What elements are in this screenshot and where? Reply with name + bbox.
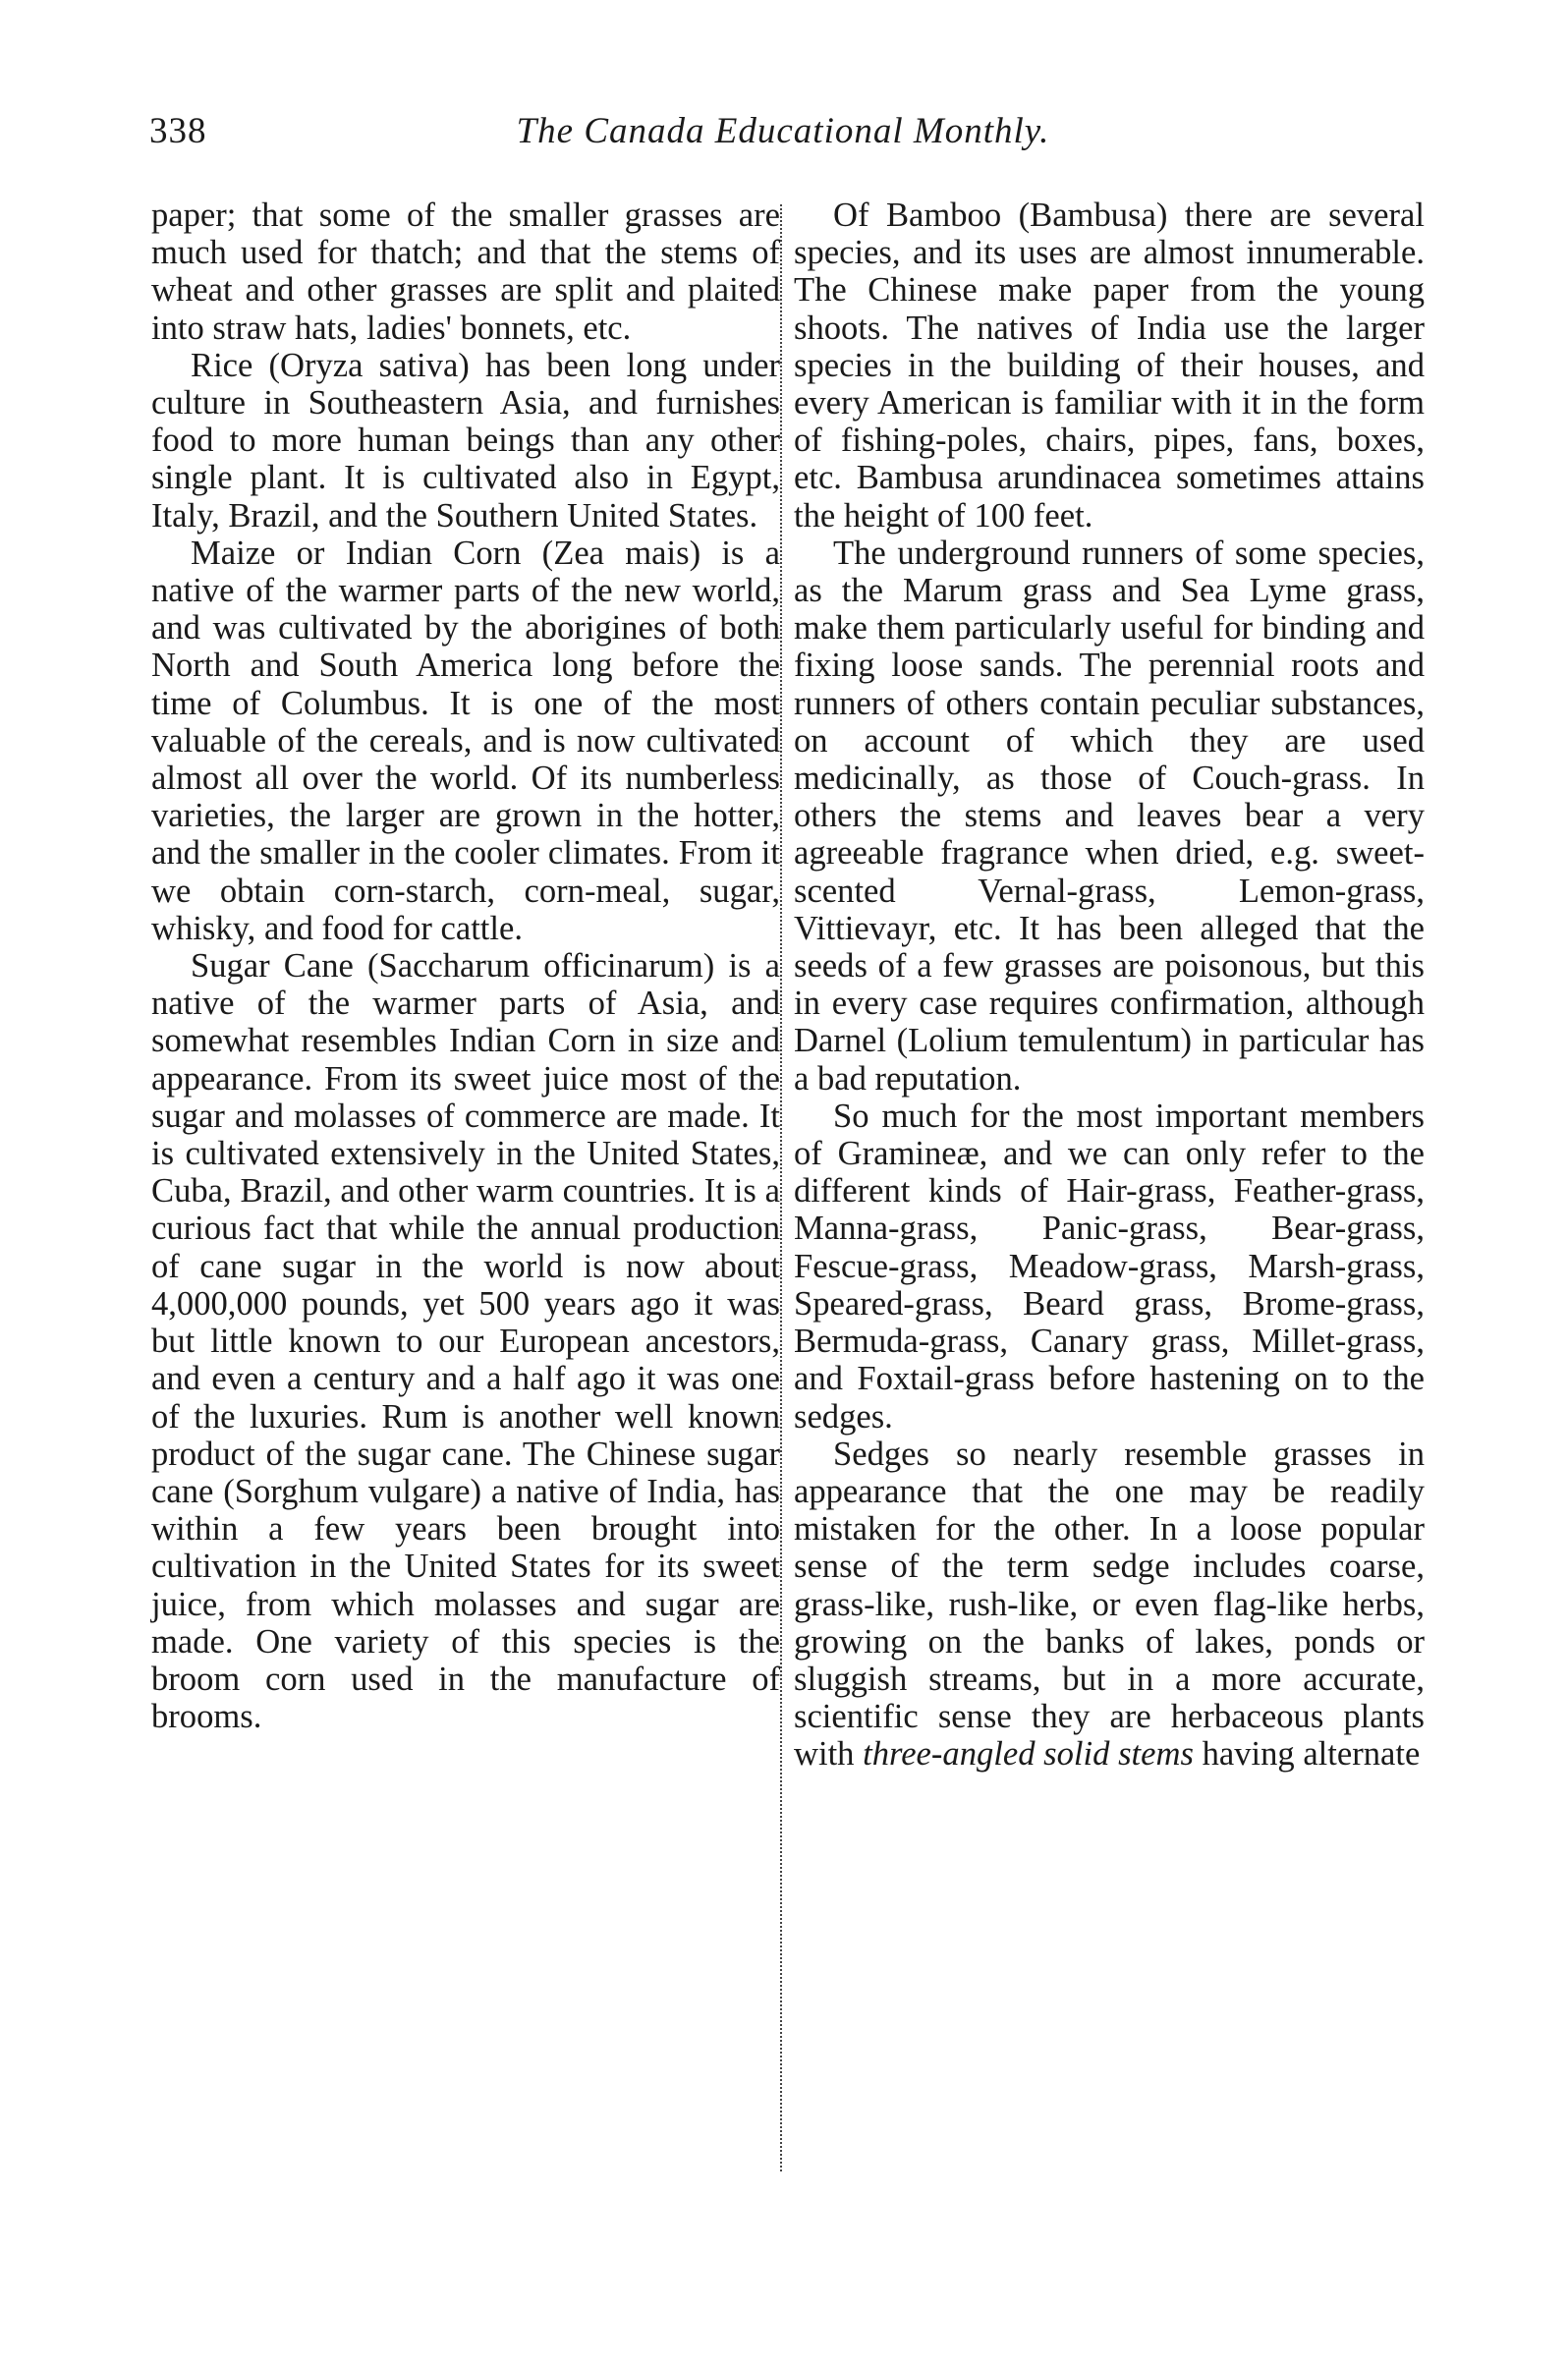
paragraph: So much for the most important members of Gramineæ, and we can only refer to the different kinds of Hair-grass, Feather-grass, Manna-grass, Panic-grass, Bear-grass, Fescue-grass, Meadow-grass, Marsh-grass, Speared-grass, Beard grass, Brome-grass, Bermuda-grass, Canary grass, Millet-grass, and Foxtail-grass before hastening on to the sedges. [794, 1097, 1425, 1436]
running-title: The Canada Educational Monthly. [516, 111, 1050, 151]
paragraph: Sugar Cane (Saccharum officinarum) is a native of the warmer parts of Asia, and somewhat resembles Indian Corn in size and appearance. From its sweet juice most of the sugar and molasses of commerce are made. It is cultivated extensively in the United States, Cuba, Brazil, and other warm countries. It is a curious fact that while the annual production of cane sugar in the world is now about 4,000,000 pounds, yet 500 years ago it was but little known to our European ancestors, and even a century and a half ago it was one of the luxuries. Rum is another well known product of the sugar cane. The Chinese sugar cane (Sorghum vulgare) a native of India, has within a few years been brought into cultivation in the United States for its sweet juice, from which molasses and sugar are made. One variety of this species is the broom corn used in the manufacture of brooms. [151, 947, 780, 1736]
paragraph: Of Bamboo (Bambusa) there are several species, and its uses are almost innumerable. The Chinese make paper from the young shoots. The natives of India use the larger species in the building of their houses, and every American is familiar with it in the form of fishing-poles, chairs, pipes, fans, boxes, etc. Bambusa arundinacea sometimes attains the height of 100 feet. [794, 197, 1425, 535]
left-column [151, 197, 780, 1735]
right-column [794, 197, 1425, 1774]
paragraph: The underground runners of some species, as the Marum grass and Sea Lyme grass, make them particularly useful for binding and fixing loose sands. The perennial roots and runners of others contain peculiar substances, on account of which they are used medicinally, as those of Couch-grass. In others the stems and leaves bear a very agreeable fragrance when dried, e.g. sweet-scented Vernal-grass, Lemon-grass, Vittievayr, etc. It has been alleged that the seeds of a few grasses are poisonous, but this in every case requires confirmation, although Darnel (Lolium temulentum) in particular has a bad reputation. [794, 534, 1425, 1098]
paragraph: Rice (Oryza sativa) has been long under culture in Southeastern Asia, and furnishes food to more human beings than any other single plant. It is cultivated also in Egypt, Italy, Brazil, and the Southern United States. [151, 346, 780, 535]
page-header [149, 110, 1417, 169]
paragraph-text: Sedges so nearly resemble grasses in appearance that the one may be readily mistaken for the other. In a loose popular sense of the term sedge includes coarse, grass-like, rush-like, or even flag-like herbs, growing on the banks of lakes, ponds or sluggish streams, but in a more accurate, scientific sense they are herbaceous plants with [794, 1435, 1425, 1774]
paragraph: paper; that some of the smaller grasses are much used for thatch; and that the stems of wheat and other grasses are split and plaited into straw hats, ladies' bonnets, etc. [151, 197, 780, 347]
column-divider [780, 204, 782, 2171]
page-number: 338 [149, 111, 207, 151]
italic-phrase: three-angled solid stems [863, 1735, 1194, 1774]
paragraph [794, 1436, 1425, 1774]
paragraph: Maize or Indian Corn (Zea mais) is a native of the warmer parts of the new world, and was cultivated by the aborigines of both North and South America long before the time of Columbus. It is one of the most valuable of the cereals, and is now cultivated almost all over the world. Of its numberless varieties, the larger are grown in the hotter, and the smaller in the cooler climates. From it we obtain corn-starch, corn-meal, sugar, whisky, and food for cattle. [151, 534, 780, 947]
paragraph-text-end: having alternate [1202, 1735, 1421, 1774]
